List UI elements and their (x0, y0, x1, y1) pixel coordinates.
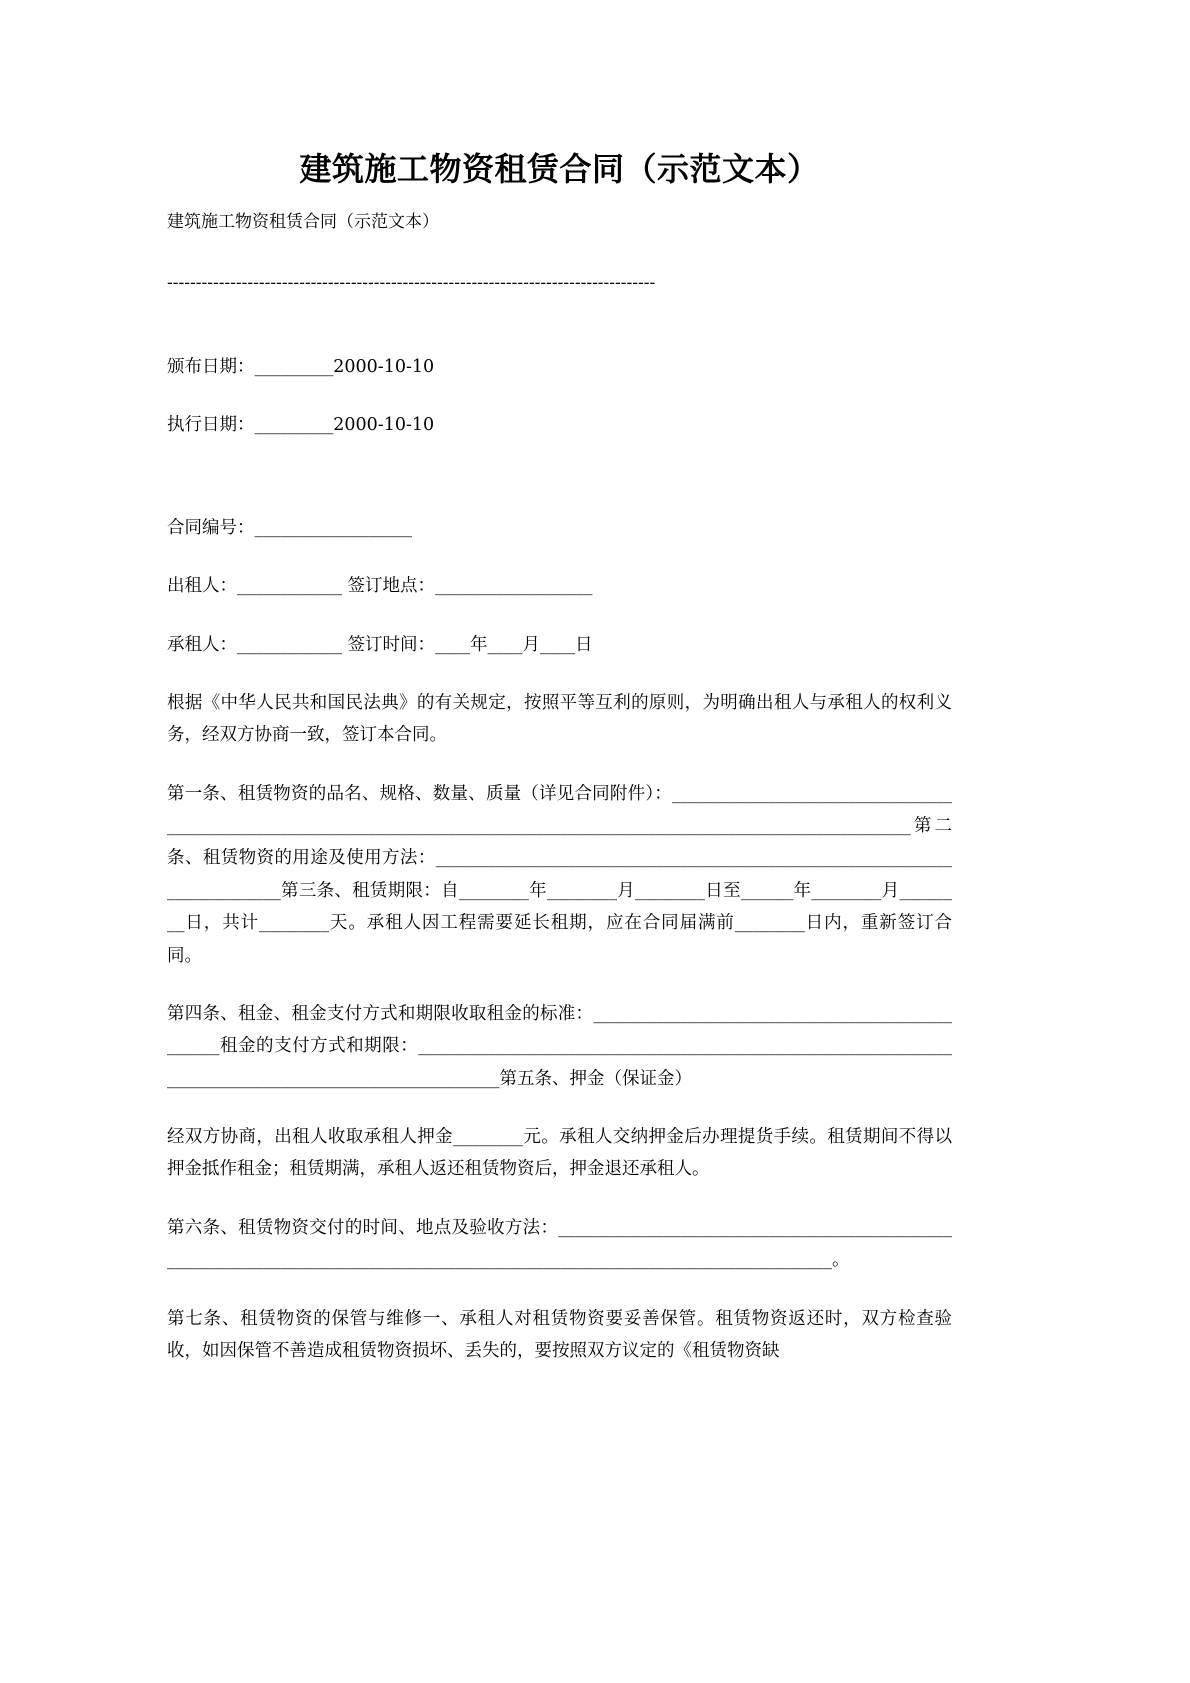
effective-date-label: 执行日期： (167, 415, 255, 436)
issue-date-row (167, 351, 952, 383)
spacer (167, 661, 952, 687)
document-subtitle: 建筑施工物资租赁合同（示范文本） (167, 212, 439, 233)
clause-four-and-five-paragraph: 第四条、租金、租金支付方式和期限收取租金的标准：_______________________________________________租金的支付方式和期限：___________________________________________________________________________________________________第五条、押金（保证金） (167, 1003, 952, 1089)
horizontal-separator: ------------------------------------------------------------------------------------- (167, 272, 656, 293)
issue-date-value: 2000-10-10 (333, 357, 435, 378)
spacer (167, 297, 952, 351)
lessee-and-time-row: 承租人：____________ 签订时间：____年____月____日 (167, 634, 593, 655)
lessor-and-place-row: 出租人：____________ 签订地点：__________________ (167, 576, 593, 597)
deposit-paragraph: 经双方协商，出租人收取承租人押金________元。承租人交纳押金后办理提货手续。租赁期间不得以押金抵作租金；租赁期满，承租人返还租赁物资后，押金退还承租人。 (167, 1127, 952, 1180)
effective-date-blank: _________ (254, 415, 334, 436)
document-body (167, 0, 952, 1367)
issue-date-label: 颁布日期： (167, 357, 255, 378)
clause-one-to-three-paragraph: 第一条、租赁物资的品名、规格、数量、质量（详见合同附件）：_____________________________________________________________________________________________________________________第二条、租赁物资的用途及使用方法：________________________________________________________________________第三条、租赁期限：自________年________月________日至______年________月________日，共计________天。承租人因工程需要延长租期，应在合同届满前________日内，重新签订合同。 (167, 783, 952, 966)
spacer (167, 442, 952, 468)
issue-date-blank: _________ (254, 357, 334, 378)
clause-seven-paragraph: 第七条、租赁物资的保管与维修一、承租人对租赁物资要妥善保管。租赁物资返还时，双方检查验收，如因保管不善造成租赁物资损坏、丢失的，要按照双方议定的《租赁物资缺 (167, 1308, 952, 1361)
clause-six-paragraph: 第六条、租赁物资交付的时间、地点及验收方法：_________________________________________________________________________________________________________________________。 (167, 1217, 952, 1271)
preamble-paragraph: 根据《中华人民共和国民法典》的有关规定，按照平等互利的原则，为明确出租人与承租人的权利义务，经双方协商一致，签订本合同。 (167, 692, 952, 746)
page-title: 建筑施工物资租赁合同（示范文本） (299, 150, 820, 188)
effective-date-row (167, 409, 952, 441)
contract-number-row: 合同编号：__________________ (167, 517, 412, 538)
effective-date-value: 2000-10-10 (333, 415, 435, 436)
